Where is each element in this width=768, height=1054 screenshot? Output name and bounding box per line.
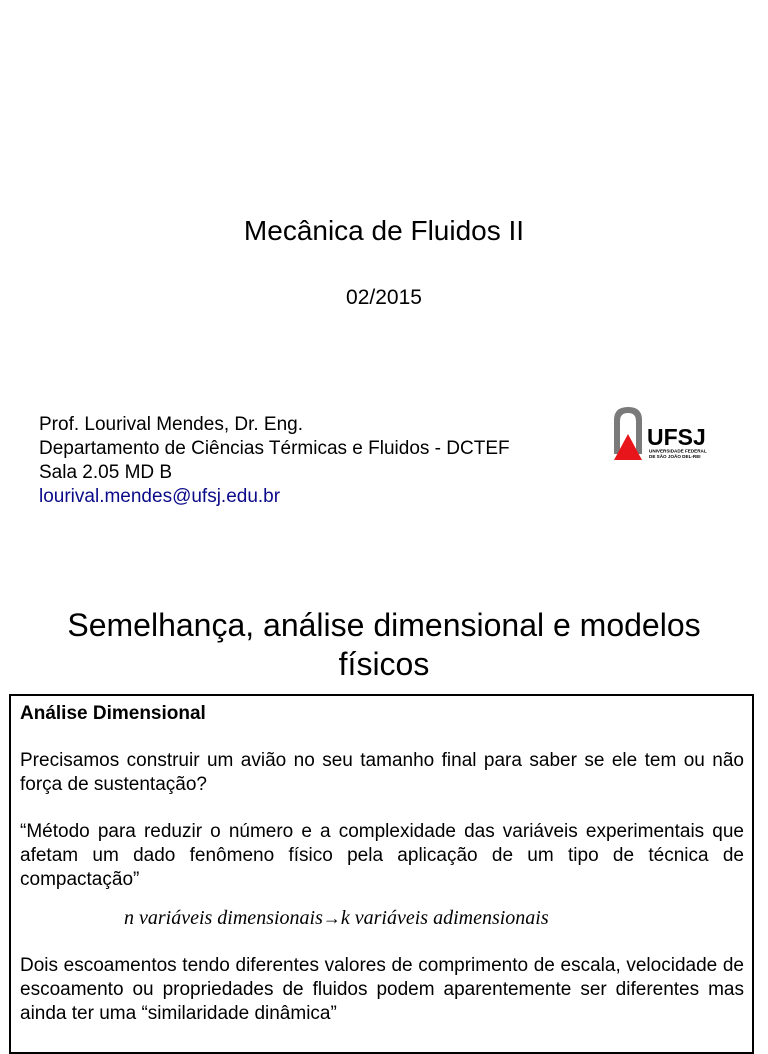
instructor-department: Departamento de Ciências Térmicas e Fluidos - DCTEF xyxy=(39,438,510,459)
content-heading: Análise Dimensional xyxy=(20,703,206,724)
semester-date: 02/2015 xyxy=(346,286,422,309)
logo-acronym: UFSJ xyxy=(647,424,706,450)
similarity-paragraph: Dois escoamentos tendo diferentes valores de comprimento de escala, velocidade de escoamento ou propriedades de fluidos podem aparentemente ser diferentes mas ainda ter uma “similaridade dinâmica” xyxy=(20,955,744,1024)
instructor-email[interactable]: lourival.mendes@ufsj.edu.br xyxy=(39,486,281,507)
arrow-icon: → xyxy=(322,908,341,928)
instructor-name: Prof. Lourival Mendes, Dr. Eng. xyxy=(39,414,304,435)
instructor-room: Sala 2.05 MD B xyxy=(39,462,173,483)
formula-left: n variáveis dimensionais xyxy=(124,907,323,929)
section-title: Semelhança, análise dimensional e modelos físicos xyxy=(67,607,701,682)
course-title: Mecânica de Fluidos II xyxy=(243,215,525,246)
ufsj-logo xyxy=(612,404,712,466)
question-paragraph: Precisamos construir um avião no seu tamanho final para saber se ele tem ou não força de sustentação? xyxy=(20,750,744,795)
instructor-info xyxy=(39,413,510,509)
quote-paragraph: “Método para reduzir o número e a complexidade das variáveis experimentais que afetam um dado fenômeno físico pela aplicação de um tipo de técnica de compactação” xyxy=(20,821,744,890)
logo-line1: UNIVERSIDADE FEDERAL xyxy=(649,448,707,454)
content-box xyxy=(9,694,754,1054)
logo-line2: DE SÃO JOÃO DEL-REI xyxy=(649,454,701,459)
formula xyxy=(20,906,744,930)
formula-right: k variáveis adimensionais xyxy=(340,907,549,929)
ufsj-logo-graphic xyxy=(612,404,712,466)
